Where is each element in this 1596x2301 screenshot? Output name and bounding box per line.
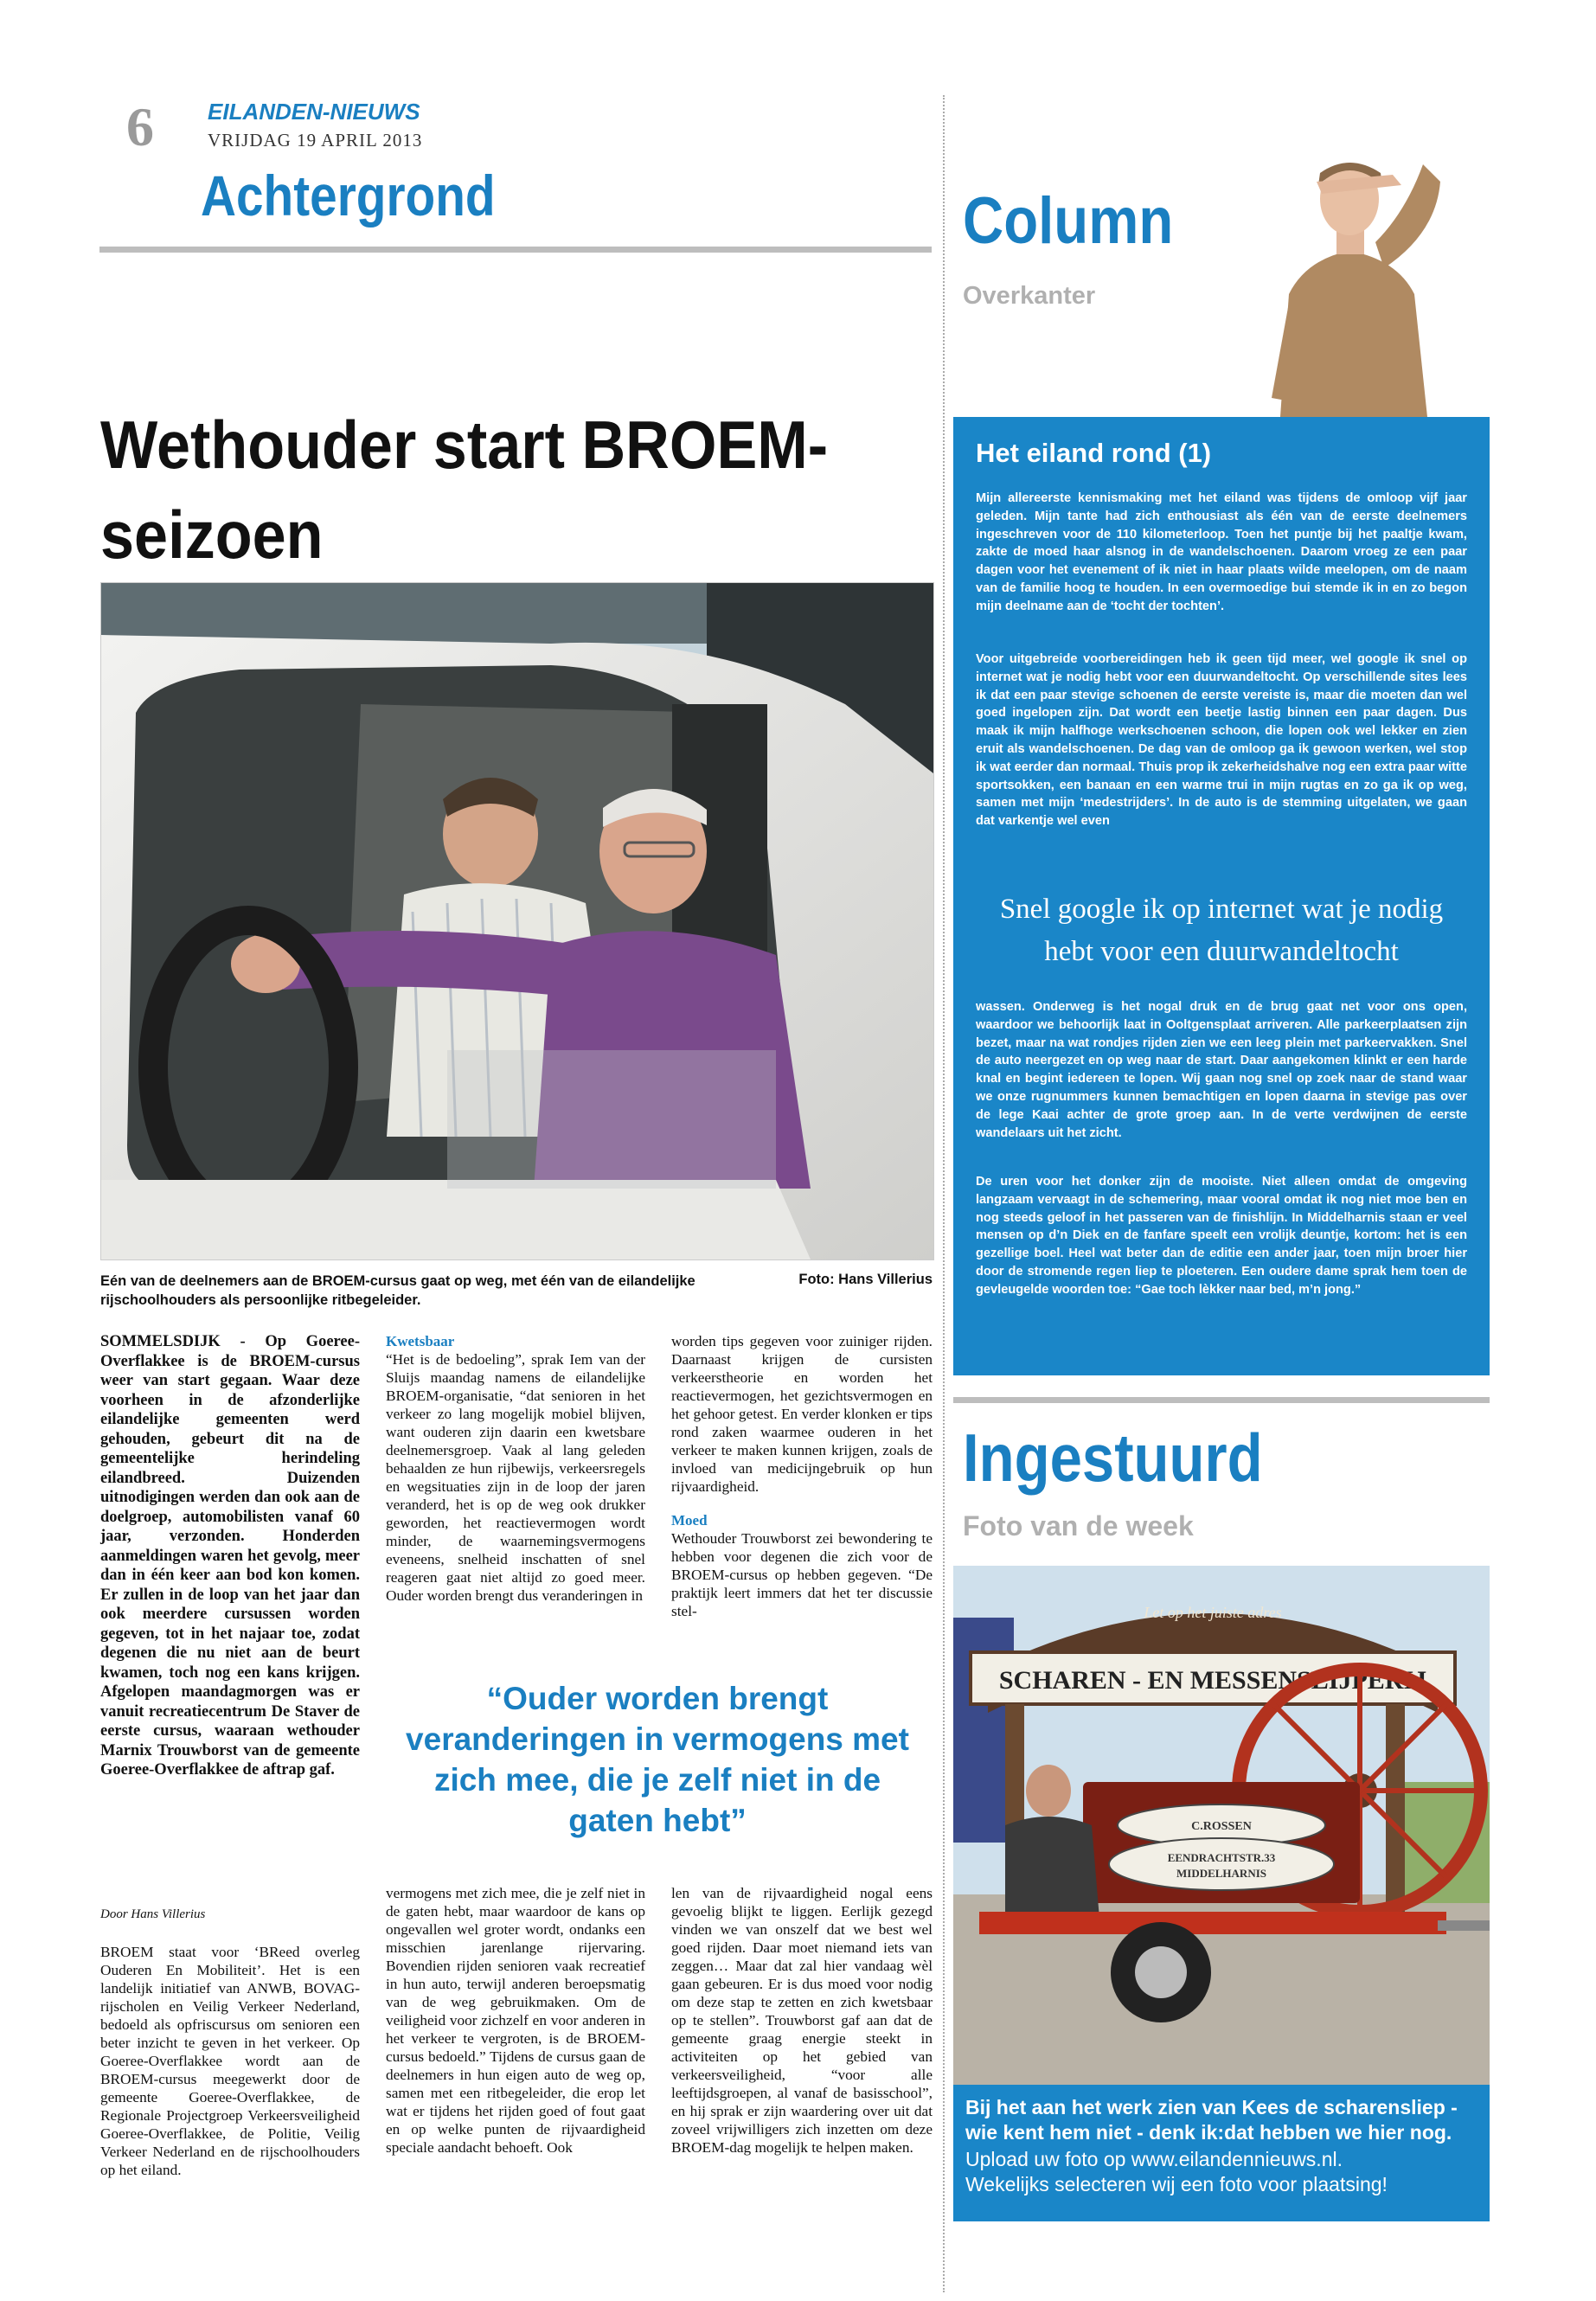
masthead-logo: EILANDEN-NIEUWS xyxy=(208,99,420,125)
plate-town: MIDDELHARNIS xyxy=(1176,1867,1267,1880)
ingestuurd-title: Ingestuurd xyxy=(963,1420,1263,1496)
upload-info xyxy=(965,2147,1484,2197)
upload-link-text: Upload uw foto op www.eilandennieuws.nl. xyxy=(965,2148,1343,2170)
photo-of-the-week-caption xyxy=(953,2085,1490,2221)
paragraph: worden tips gegeven voor zuiniger rijden. Daarnaast krijgen de cursisten verkeerstheorie en worden het reactievermogen, het gezichtsvermogen en het gehoor getest. En verder klonken er tips rond zaken waarmee ouderen in het verkeer te maken kunnen krijgen, zoals de invloed van medicijngebruik op hun rijvaardigheid. xyxy=(671,1333,933,1495)
article-photo xyxy=(100,582,934,1260)
column-title: Column xyxy=(963,184,1174,258)
photo-caption-text: Bij het aan het werk zien van Kees de scharensliep - wie kent hem niet - denk ik:dat hebben we hier nog. xyxy=(965,2096,1458,2144)
photo-caption: Eén van de deelnemers aan de BROEM-cursus gaat op weg, met één van de eilandelijke rijschoolhouders als persoonlijke ritbegeleider. xyxy=(100,1273,695,1308)
photo-credit: Foto: Hans Villerius xyxy=(798,1272,933,1287)
article-lead: SOMMELSDIJK - Op Goeree-Overflakkee is de BROEM-cursus weer van start gegaan. Waar deze voorheen in de afzonderlijke eilandelijke gemeenten werd gehouden, gebeurt dit na de gemeentelijke herindeling eilandbreed. Duizenden uitnodigingen werden dan ook aan de doelgroep, automobilisten vanaf 60 jaar, verzonden. Honderden aanmeldingen waren het gevolg, meer dan in één keer aan bod kon komen. Er zullen in de loop van het jaar dan ook meerdere cursussen worden gegeven, tot in het najaar toe, zodat degenen die nu niet aan de beurt kwamen, toch nog een kans krijgen. Afgelopen maandagmorgen was er vanuit recreatiecentrum De Staver de eerste cursus, waaraan wethouder Marnix Trouwborst van de gemeente Goeree-Overflakkee de aftrap gaf. xyxy=(100,1333,360,1779)
page-number: 6 xyxy=(126,96,154,157)
column-box xyxy=(953,417,1490,1375)
sign-top-text: SCHAREN - EN MESSENSLIJPERIJ xyxy=(998,1666,1427,1695)
section-title: Achtergrond xyxy=(201,163,496,228)
subhead-moed: Moed xyxy=(671,1512,708,1529)
section-rule xyxy=(953,1397,1490,1403)
column-paragraph: wassen. Onderweg is het nogal druk en de brug gaat net voor ons open, waardoor we behoorlijk laat in Ooltgensplaat arriveren. Alle parkeerplaatsen zijn bezet, maar na wat rondjes rijden zien we een leeg plein met parkeervakken. Snel de auto neergezet en op weg naar de start. Daar aangekomen klinkt er een harde knal en begint iedereen te lopen. Wij gaan nog snel op zoek naar de stand waar we onze rugnummers kunnen bemachtigen en lopen daarna in stevige pas over de lege Kaai achter de grote groep aan. In de verte verdwijnen de eerste wandelaars uit het zicht. xyxy=(976,1000,1467,1140)
photo-of-the-week xyxy=(953,1566,1490,2085)
column-paragraph: Mijn allereerste kennismaking met het eiland was tijdens de omloop vijf jaar geleden. Mijn tante had zich enthousiast als één van de eerste deelnemers ingeschreven voor de 110 kilometerloop. Toen het puntje bij het paaltje kwam, zakte de moed haar alsnog in de wandelschoenen. Daarom vroeg ze een paar dagen voor het evenement of ik niet in haar plaats wilde meelopen, om de naam van de familie hoog te houden. In een overmoedige bui stemde ik in en zo begon mijn deelname aan de ‘tocht der tochten’. xyxy=(976,491,1467,613)
article-headline: Wethouder start BROEM-seizoen xyxy=(100,407,829,573)
article-body-col1: BROEM staat voor ‘BReed overleg Ouderen En Mobiliteit’. Het is een landelijk initiatief van ANWB, BOVAG-rijscholen en Veilig Verkeer Nederland, bedoeld als opfriscursus om senioren een beter inzicht te geven in het verkeer. Op Goeree-Overflakkee wordt aan de BROEM-cursus meegewerkt door de gemeente Goeree-Overflakkee, de Regionale Projectgroep Verkeersveiligheid Goeree-Overflakkee, de Politie, Veilig Verkeer Nederland en de rijschoolhouders op het eiland. xyxy=(100,1944,360,2178)
car-photo-illustration xyxy=(101,583,933,1259)
plate-name: C.ROSSEN xyxy=(1191,1820,1252,1833)
plate-street: EENDRACHTSTR.33 xyxy=(1167,1851,1276,1864)
column-box-title: Het eiland rond (1) xyxy=(976,438,1212,468)
column-quote: Snel google ik op internet wat je nodig hebt voor een duurwandeltocht xyxy=(999,894,1444,967)
paragraph: “Het is de bedoeling”, sprak Iem van der Sluijs maandag namens de eilandelijke BROEM-organisatie, “dat senioren in het verkeer zo lang mogelijk mobiel blijven, want ouderen zijn daarin een kwetsbare deelnemersgroep. Vaak al lang geleden behaalden ze hun rijbewijs, verkeersregels en wegsituaties zijn in de loop der jaren veranderd, het is op de weg ook drukker geworden, het reactievermogen wordt minder, de waarnemingsvermogens eveneens, snelheid inschatten of snel reageren gaat niet altijd zo goed meer. Ouder worden brengt dus veranderingen in xyxy=(386,1351,645,1604)
article-body-col2-top xyxy=(386,1332,645,1605)
weekly-selection-text: Wekelijks selecteren wij een foto voor plaatsing! xyxy=(965,2173,1388,2195)
pull-quote: “Ouder worden brengt veranderingen in vermogens met zich mee, die je zelf niet in de gaten hebt” xyxy=(406,1681,909,1838)
article-body-col2-bottom: vermogens met zich mee, die je zelf niet in de gaten hebt, maar waardoor de kans op ongevallen wel groter wordt, ondanks een misschien jarenlange rijervaring. Bovendien rijden senioren vaak recreatief in hun auto, terwijl anderen beroepsmatig van de weg gebruikmaken. Om de veiligheid voor zichzelf en voor anderen in het verkeer te vergroten, is de BROEM-cursus bedoeld.” Tijdens de cursus gaan de deelnemers in hun eigen auto de weg op, samen met een ritbegeleider, die erop let wat er tijdens het rijden goed of fout gaat en op welke punten de rijvaardigheid speciale aandacht behoeft. Ook xyxy=(386,1885,645,2156)
column-subtitle: Overkanter xyxy=(963,282,1096,310)
ingestuurd-subtitle: Foto van de week xyxy=(963,1510,1194,1541)
paragraph: Wethouder Trouwborst zei bewondering te hebben voor degenen die zich voor de BROEM-cursus op hebben gegeven. “De praktijk leert immers dat het ter discussie stel- xyxy=(671,1530,933,1619)
columnist-photo xyxy=(1220,130,1488,417)
sign-arc-text: Let op het juiste adres xyxy=(1144,1604,1282,1621)
article-body-col3-bottom: len van de rijvaardigheid nogal eens gevoelig blijkt te liggen. Eerlijk gezegd vinden we van onszelf dat we best wel goed rijden. Daar moet niemand iets van zeggen… Maar dat zal hier vandaag wèl gaan gebeuren. Er is dus moed voor nodig om deze stap te zetten en zich kwetsbaar op te stellen”. Trouwborst gaf aan dat de gemeente graag energie steekt in activiteiten op het gebied van verkeersveiligheid, “voor alle leeftijdsgroepen, al vanaf de basisschool”, en hij sprak er zijn waardering over uit dat zoveel vrijwilligers zich inzetten om deze BROEM-dag mogelijk te helpen maken. xyxy=(671,1885,933,2156)
section-rule xyxy=(99,247,932,253)
issue-date: VRIJDAG 19 APRIL 2013 xyxy=(208,130,423,151)
article-body-col3-top xyxy=(671,1332,933,1620)
grinder-cart-illustration xyxy=(953,1566,1490,2085)
subhead-kwetsbaar: Kwetsbaar xyxy=(386,1333,455,1349)
columnist-illustration xyxy=(1220,130,1488,417)
byline: Door Hans Villerius xyxy=(100,1907,206,1921)
column-divider xyxy=(943,95,945,2292)
column-paragraph: Voor uitgebreide voorbereidingen heb ik geen tijd meer, wel google ik snel op internet wat je nodig hebt voor een duurwandeltocht. Op verschillende sites lees ik dat een paar stevige schoenen de eerste vereiste is, maar die moeten dan wel goed ingelopen zijn. Dat wordt een beetje lastig binnen een paar dagen. Dus maak ik mijn halfhoge werkschoenen schoon, die lopen ook wel lekker en zien eruit als wandelschoenen. De dag van de omloop ga ik gewoon werken, wel stop ik wat eerder dan normaal. Thuis prop ik zekerheidshalve nog een extra paar witte sportsokken, een banaan en een warme trui in mijn rugtas en zo ga ik op weg, samen met mijn ‘medestrijders’. In de auto is de stemming uitgelaten, we gaan dat varkentje wel even xyxy=(976,652,1467,829)
column-paragraph: De uren voor het donker zijn de mooiste. Niet alleen omdat de omgeving langzaam vervaagt in de schemering, maar vooral omdat ik nog niet moe ben en nog steeds geloof in het passeren van de finishlijn. In Middelharnis staan er veel mensen op d’n Diek en de fanfare speelt een vrolijk deuntje, kortom: het is een gezellige boel. Heel wat beter dan de editie een ander jaar, toen mijn broer hier door de stromende regen liep te ploeteren. Een oudere dame sprak hem toen de gevleugelde woorden toe: “Gae toch lèkker naar bed, m’n jong.” xyxy=(976,1175,1467,1297)
